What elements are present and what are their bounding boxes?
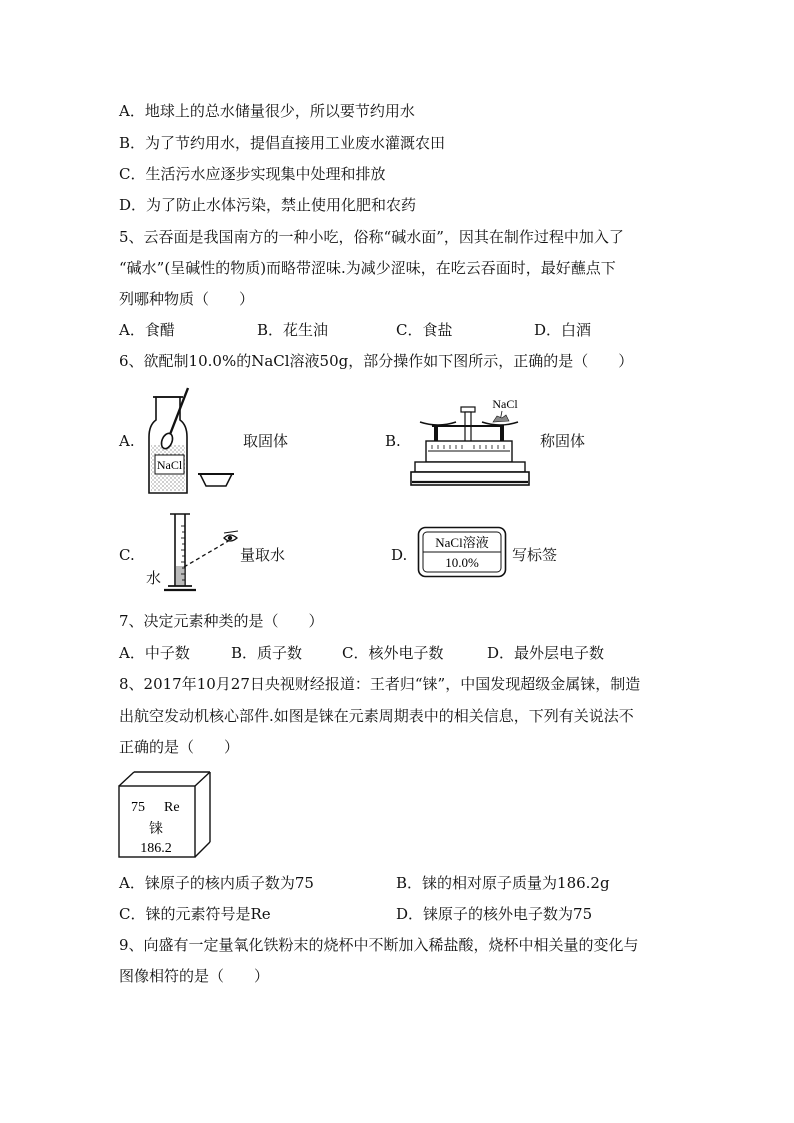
element-name: 铼: [149, 822, 163, 837]
q4-option-d: D．为了防止水体污染，禁止使用化肥和农药: [119, 196, 417, 214]
q7-option-a: A．中子数: [119, 644, 190, 662]
q5-option-d: D．白酒: [534, 321, 592, 339]
q6-option-a-letter: A.: [119, 432, 135, 450]
q6-option-b-caption: 称固体: [540, 432, 586, 450]
q9-stem-line-2: 图像相符的是（ ）: [119, 967, 270, 985]
q5-stem-line-2: “碱水”(呈碱性的物质)而略带涩味.为减少涩味，在吃云吞面时，最好蘸点下: [119, 259, 616, 277]
q8-option-b: B．铼的相对原子质量为186.2g: [396, 874, 610, 892]
label-card-line-2: 10.0%: [445, 555, 479, 570]
q8-option-a: A．铼原子的核内质子数为75: [119, 874, 314, 892]
reagent-bottle-illustration: [138, 385, 248, 497]
q8-stem-line-3: 正确的是（ ）: [119, 738, 240, 756]
q5-option-b: B．花生油: [257, 321, 329, 339]
bottle-label: NaCl: [156, 458, 183, 472]
q4-option-a: A．地球上的总水储量很少，所以要节约用水: [119, 102, 415, 120]
element-atomic-number: 75: [131, 800, 145, 815]
q7-option-c: C．核外电子数: [342, 644, 444, 662]
q5-option-c: C．食盐: [396, 321, 453, 339]
q5-option-a: A．食醋: [119, 321, 175, 339]
q7-stem: 7、决定元素种类的是（ ）: [119, 612, 324, 630]
pan-label: NaCl: [492, 397, 518, 411]
q4-option-b: B．为了节约用水，提倡直接用工业废水灌溉农田: [119, 134, 446, 152]
q8-option-c: C．铼的元素符号是Re: [119, 905, 271, 923]
q6-stem: 6、欲配制10.0%的NaCl溶液50g，部分操作如下图所示，正确的是（ ）: [119, 352, 634, 370]
label-card-line-1: NaCl溶液: [435, 535, 489, 550]
q8-stem-line-1: 8、2017年10月27日央视财经报道：王者归“铼”，中国发现超级金属铼，制造: [119, 675, 641, 693]
balance-scale-illustration: [408, 392, 532, 489]
q6-option-c-caption: 量取水: [240, 546, 286, 564]
q7-option-b: B．质子数: [231, 644, 303, 662]
q5-stem-line-3: 列哪种物质（ ）: [119, 290, 255, 308]
q5-stem-line-1: 5、云吞面是我国南方的一种小吃，俗称“碱水面”，因其在制作过程中加入了: [119, 228, 624, 246]
element-tile-illustration: [118, 771, 214, 859]
q6-option-d-caption: 写标签: [512, 546, 558, 564]
reagent-label-card: [417, 526, 507, 578]
q6-option-c-letter: C.: [119, 546, 135, 564]
q8-option-d: D．铼原子的核外电子数为75: [396, 905, 593, 923]
element-symbol: Re: [164, 800, 180, 815]
water-label: 水: [146, 569, 162, 587]
q4-option-c: C．生活污水应逐步实现集中处理和排放: [119, 165, 386, 183]
q7-option-d: D．最外层电子数: [487, 644, 605, 662]
q9-stem-line-1: 9、向盛有一定量氧化铁粉末的烧杯中不断加入稀盐酸，烧杯中相关量的变化与: [119, 936, 639, 954]
element-atomic-mass: 186.2: [140, 841, 172, 856]
q6-option-d-letter: D.: [391, 546, 408, 564]
q6-option-b-letter: B.: [385, 432, 401, 450]
q6-option-a-caption: 取固体: [243, 432, 289, 450]
q8-stem-line-2: 出航空发动机核心部件.如图是铼在元素周期表中的相关信息，下列有关说法不: [119, 707, 634, 725]
